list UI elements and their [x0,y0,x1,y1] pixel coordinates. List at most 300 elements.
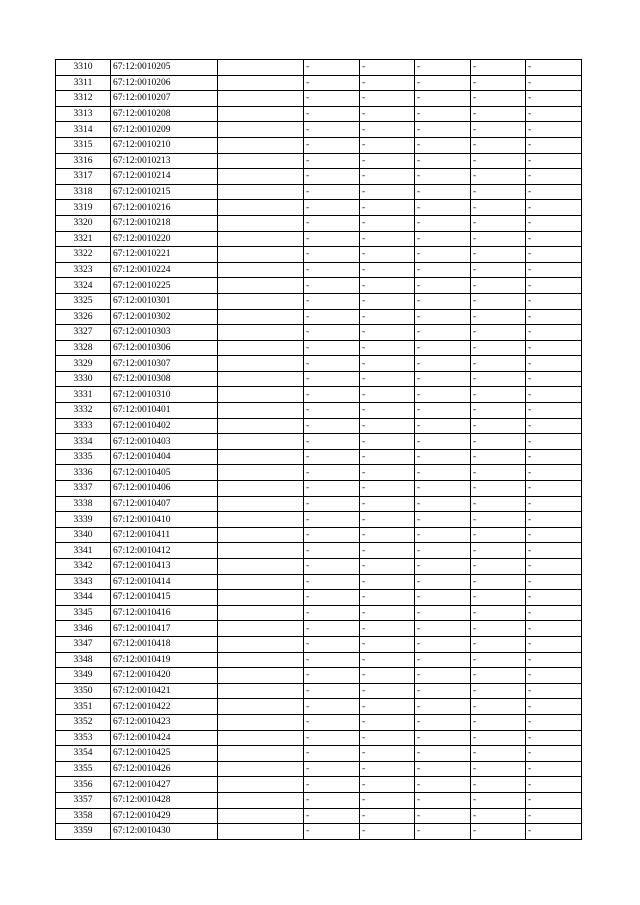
value-cell: - [526,200,582,216]
cadastral-number: 67:12:0010214 [111,169,218,185]
row-number: 3352 [56,714,111,730]
value-cell: - [415,824,471,840]
value-cell: - [415,434,471,450]
value-cell: - [360,340,415,356]
empty-cell [218,574,304,590]
value-cell: - [471,184,526,200]
row-number: 3317 [56,169,111,185]
value-cell: - [415,730,471,746]
value-cell: - [471,714,526,730]
empty-cell [218,122,304,138]
empty-cell [218,543,304,559]
value-cell: - [415,761,471,777]
value-cell: - [304,605,360,621]
empty-cell [218,340,304,356]
value-cell: - [415,371,471,387]
value-cell: - [471,449,526,465]
value-cell: - [304,278,360,294]
row-number: 3322 [56,247,111,263]
value-cell: - [471,434,526,450]
cadastral-number: 67:12:0010414 [111,574,218,590]
value-cell: - [526,652,582,668]
row-number: 3358 [56,808,111,824]
cadastral-number: 67:12:0010308 [111,371,218,387]
value-cell: - [360,605,415,621]
empty-cell [218,621,304,637]
value-cell: - [526,60,582,76]
value-cell: - [526,761,582,777]
value-cell: - [360,699,415,715]
value-cell: - [415,481,471,497]
table-row [56,449,582,465]
value-cell: - [471,559,526,575]
value-cell: - [304,434,360,450]
value-cell: - [304,247,360,263]
value-cell: - [360,730,415,746]
value-cell: - [304,293,360,309]
cadastral-number: 67:12:0010301 [111,293,218,309]
value-cell: - [360,481,415,497]
table-row [56,512,582,528]
value-cell: - [526,574,582,590]
cadastral-number: 67:12:0010425 [111,746,218,762]
cadastral-number: 67:12:0010418 [111,636,218,652]
value-cell: - [360,527,415,543]
value-cell: - [360,792,415,808]
value-cell: - [304,777,360,793]
value-cell: - [471,215,526,231]
row-number: 3344 [56,590,111,606]
value-cell: - [360,403,415,419]
cadastral-number: 67:12:0010303 [111,325,218,341]
table-row [56,668,582,684]
value-cell: - [415,215,471,231]
row-number: 3356 [56,777,111,793]
value-cell: - [304,543,360,559]
table-row [56,262,582,278]
value-cell: - [304,340,360,356]
cadastral-number: 67:12:0010422 [111,699,218,715]
value-cell: - [526,278,582,294]
cadastral-number: 67:12:0010427 [111,777,218,793]
value-cell: - [471,668,526,684]
value-cell: - [471,231,526,247]
value-cell: - [415,262,471,278]
value-cell: - [526,543,582,559]
table-row [56,746,582,762]
row-number: 3331 [56,387,111,403]
value-cell: - [415,403,471,419]
value-cell: - [360,262,415,278]
value-cell: - [360,75,415,91]
cadastral-number: 67:12:0010302 [111,309,218,325]
value-cell: - [526,106,582,122]
row-number: 3318 [56,184,111,200]
empty-cell [218,481,304,497]
table-row [56,652,582,668]
value-cell: - [415,699,471,715]
value-cell: - [415,590,471,606]
value-cell: - [471,761,526,777]
table-row [56,184,582,200]
table-row [56,200,582,216]
value-cell: - [471,75,526,91]
value-cell: - [471,652,526,668]
value-cell: - [471,574,526,590]
cadastral-number: 67:12:0010428 [111,792,218,808]
empty-cell [218,824,304,840]
cadastral-number: 67:12:0010404 [111,449,218,465]
value-cell: - [526,262,582,278]
table-row [56,559,582,575]
table-row [56,434,582,450]
empty-cell [218,683,304,699]
value-cell: - [360,714,415,730]
value-cell: - [304,699,360,715]
cadastral-number: 67:12:0010419 [111,652,218,668]
value-cell: - [471,403,526,419]
row-number: 3333 [56,418,111,434]
value-cell: - [304,761,360,777]
table-row [56,636,582,652]
value-cell: - [526,777,582,793]
table-row [56,91,582,107]
value-cell: - [526,215,582,231]
row-number: 3339 [56,512,111,528]
value-cell: - [471,808,526,824]
value-cell: - [526,496,582,512]
value-cell: - [471,137,526,153]
value-cell: - [304,746,360,762]
value-cell: - [304,652,360,668]
empty-cell [218,808,304,824]
value-cell: - [526,356,582,372]
value-cell: - [471,153,526,169]
empty-cell [218,668,304,684]
table-row [56,824,582,840]
table-row [56,621,582,637]
row-number: 3359 [56,824,111,840]
value-cell: - [415,636,471,652]
value-cell: - [304,668,360,684]
value-cell: - [471,325,526,341]
value-cell: - [526,636,582,652]
value-cell: - [304,356,360,372]
empty-cell [218,153,304,169]
value-cell: - [526,590,582,606]
value-cell: - [415,200,471,216]
value-cell: - [304,527,360,543]
value-cell: - [304,730,360,746]
value-cell: - [304,106,360,122]
value-cell: - [526,309,582,325]
value-cell: - [415,309,471,325]
value-cell: - [471,512,526,528]
value-cell: - [415,808,471,824]
table-row [56,293,582,309]
value-cell: - [360,761,415,777]
value-cell: - [471,481,526,497]
value-cell: - [360,590,415,606]
value-cell: - [360,122,415,138]
value-cell: - [526,387,582,403]
empty-cell [218,60,304,76]
cadastral-number: 67:12:0010411 [111,527,218,543]
value-cell: - [360,683,415,699]
value-cell: - [471,683,526,699]
row-number: 3349 [56,668,111,684]
row-number: 3355 [56,761,111,777]
value-cell: - [304,621,360,637]
row-number: 3337 [56,481,111,497]
value-cell: - [526,340,582,356]
value-cell: - [526,325,582,341]
value-cell: - [415,325,471,341]
value-cell: - [415,169,471,185]
value-cell: - [526,699,582,715]
value-cell: - [304,824,360,840]
value-cell: - [415,247,471,263]
table-row [56,418,582,434]
cadastral-number: 67:12:0010407 [111,496,218,512]
value-cell: - [360,325,415,341]
cadastral-number: 67:12:0010401 [111,403,218,419]
value-cell: - [415,605,471,621]
value-cell: - [304,231,360,247]
row-number: 3319 [56,200,111,216]
value-cell: - [360,387,415,403]
empty-cell [218,496,304,512]
empty-cell [218,215,304,231]
value-cell: - [304,683,360,699]
value-cell: - [526,465,582,481]
value-cell: - [526,247,582,263]
cadastral-number: 67:12:0010205 [111,60,218,76]
row-number: 3357 [56,792,111,808]
table-row [56,325,582,341]
value-cell: - [304,75,360,91]
cadastral-number: 67:12:0010402 [111,418,218,434]
value-cell: - [360,106,415,122]
empty-cell [218,418,304,434]
value-cell: - [526,403,582,419]
row-number: 3347 [56,636,111,652]
row-number: 3314 [56,122,111,138]
empty-cell [218,169,304,185]
row-number: 3310 [56,60,111,76]
table-row [56,574,582,590]
empty-cell [218,636,304,652]
value-cell: - [415,137,471,153]
empty-cell [218,559,304,575]
value-cell: - [526,293,582,309]
cadastral-number: 67:12:0010307 [111,356,218,372]
value-cell: - [360,777,415,793]
value-cell: - [471,293,526,309]
value-cell: - [360,746,415,762]
value-cell: - [360,231,415,247]
value-cell: - [360,247,415,263]
value-cell: - [526,683,582,699]
value-cell: - [304,590,360,606]
cadastral-number: 67:12:0010220 [111,231,218,247]
cadastral-number: 67:12:0010225 [111,278,218,294]
value-cell: - [415,60,471,76]
row-number: 3346 [56,621,111,637]
empty-cell [218,293,304,309]
cadastral-number: 67:12:0010213 [111,153,218,169]
table-row [56,777,582,793]
empty-cell [218,777,304,793]
value-cell: - [304,387,360,403]
value-cell: - [304,449,360,465]
table-row [56,137,582,153]
row-number: 3312 [56,91,111,107]
value-cell: - [360,636,415,652]
value-cell: - [471,169,526,185]
value-cell: - [304,153,360,169]
value-cell: - [415,153,471,169]
row-number: 3311 [56,75,111,91]
value-cell: - [471,371,526,387]
value-cell: - [526,75,582,91]
value-cell: - [415,418,471,434]
table-row [56,153,582,169]
value-cell: - [526,231,582,247]
value-cell: - [304,418,360,434]
value-cell: - [526,137,582,153]
value-cell: - [415,496,471,512]
value-cell: - [304,200,360,216]
cadastral-number: 67:12:0010206 [111,75,218,91]
cadastral-number: 67:12:0010215 [111,184,218,200]
value-cell: - [471,746,526,762]
value-cell: - [471,527,526,543]
row-number: 3332 [56,403,111,419]
value-cell: - [304,403,360,419]
empty-cell [218,605,304,621]
empty-cell [218,512,304,528]
empty-cell [218,652,304,668]
value-cell: - [360,60,415,76]
table-body [56,60,582,840]
value-cell: - [360,356,415,372]
cadastral-number: 67:12:0010415 [111,590,218,606]
empty-cell [218,278,304,294]
table-row [56,590,582,606]
empty-cell [218,184,304,200]
cadastral-number: 67:12:0010412 [111,543,218,559]
value-cell: - [471,387,526,403]
value-cell: - [360,434,415,450]
value-cell: - [471,621,526,637]
value-cell: - [304,496,360,512]
value-cell: - [526,668,582,684]
value-cell: - [471,91,526,107]
table-row [56,496,582,512]
cadastral-number: 67:12:0010424 [111,730,218,746]
cadastral-number: 67:12:0010406 [111,481,218,497]
value-cell: - [360,512,415,528]
value-cell: - [526,792,582,808]
table-row [56,356,582,372]
value-cell: - [415,340,471,356]
value-cell: - [526,418,582,434]
row-number: 3345 [56,605,111,621]
value-cell: - [360,668,415,684]
empty-cell [218,792,304,808]
row-number: 3351 [56,699,111,715]
table-row [56,122,582,138]
cadastral-number: 67:12:0010209 [111,122,218,138]
empty-cell [218,325,304,341]
value-cell: - [526,371,582,387]
cadastral-number: 67:12:0010405 [111,465,218,481]
value-cell: - [415,231,471,247]
table-row [56,169,582,185]
value-cell: - [471,418,526,434]
value-cell: - [360,418,415,434]
value-cell: - [471,543,526,559]
cadastral-number: 67:12:0010210 [111,137,218,153]
cadastral-number: 67:12:0010416 [111,605,218,621]
value-cell: - [360,184,415,200]
value-cell: - [304,512,360,528]
value-cell: - [415,122,471,138]
empty-cell [218,387,304,403]
table-row [56,543,582,559]
value-cell: - [471,278,526,294]
value-cell: - [471,465,526,481]
value-cell: - [526,808,582,824]
value-cell: - [526,559,582,575]
value-cell: - [471,309,526,325]
empty-cell [218,137,304,153]
value-cell: - [360,215,415,231]
row-number: 3353 [56,730,111,746]
value-cell: - [304,371,360,387]
cadastral-register-table [55,59,582,840]
value-cell: - [526,481,582,497]
value-cell: - [360,200,415,216]
row-number: 3350 [56,683,111,699]
value-cell: - [304,465,360,481]
value-cell: - [304,215,360,231]
value-cell: - [304,262,360,278]
value-cell: - [415,652,471,668]
value-cell: - [360,496,415,512]
value-cell: - [415,714,471,730]
value-cell: - [471,824,526,840]
table-row [56,714,582,730]
cadastral-number: 67:12:0010429 [111,808,218,824]
table-row [56,371,582,387]
value-cell: - [471,122,526,138]
value-cell: - [415,559,471,575]
table-row [56,699,582,715]
value-cell: - [360,91,415,107]
value-cell: - [415,387,471,403]
table-row [56,527,582,543]
value-cell: - [415,543,471,559]
table-row [56,403,582,419]
value-cell: - [304,792,360,808]
value-cell: - [415,75,471,91]
value-cell: - [360,559,415,575]
value-cell: - [360,808,415,824]
table-row [56,481,582,497]
table-row [56,387,582,403]
